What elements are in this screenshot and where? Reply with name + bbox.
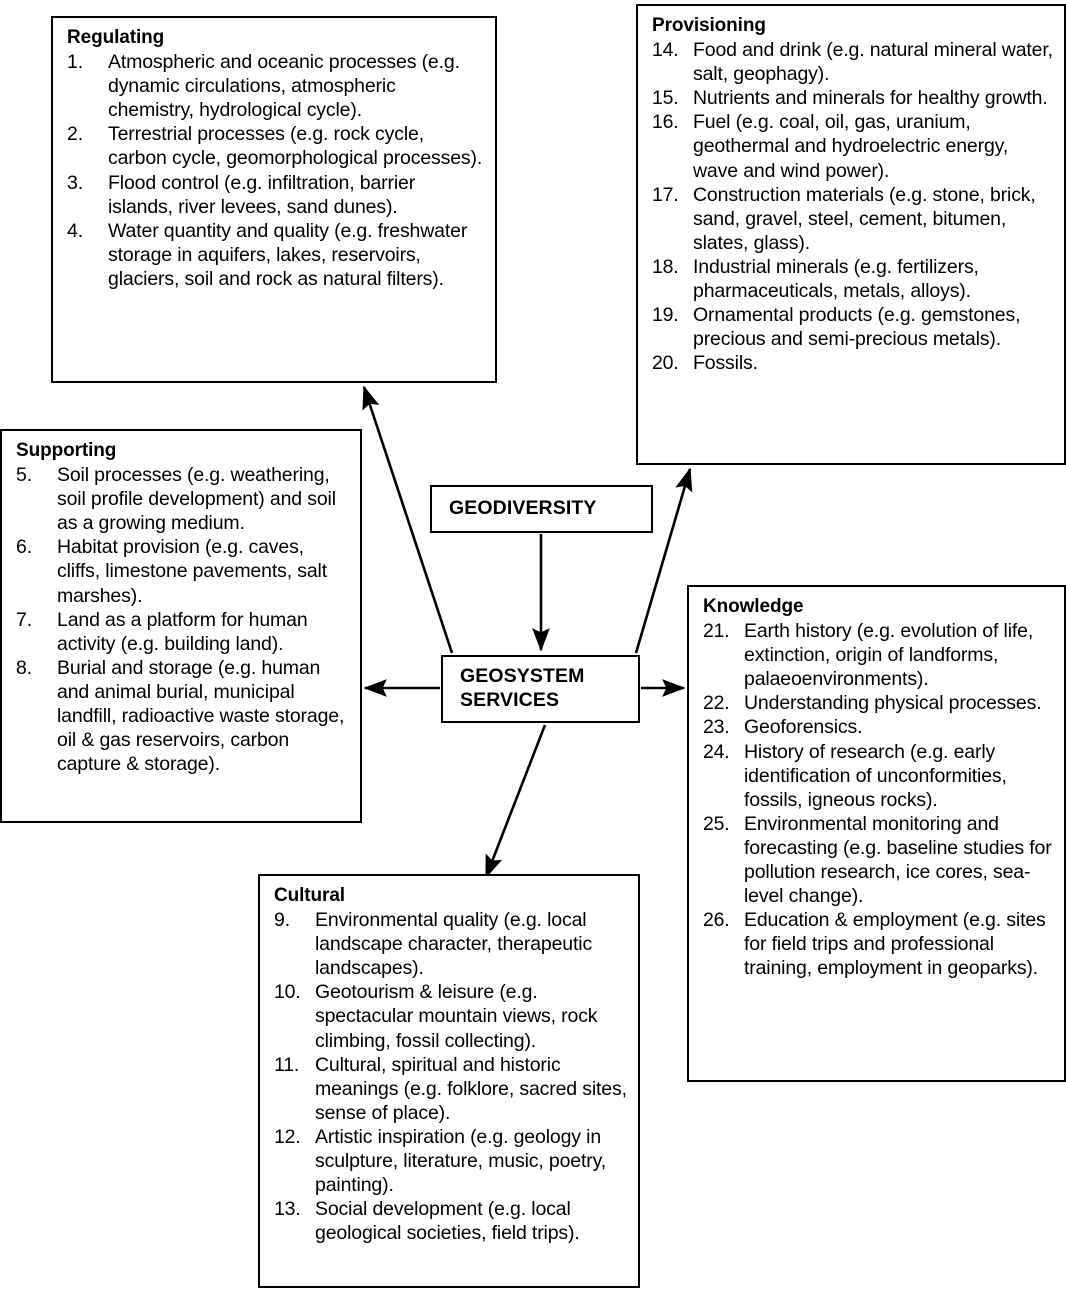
node-label-line-1: GEOSYSTEM	[460, 665, 585, 688]
item-number: 1.	[67, 51, 83, 74]
node-geodiversity	[430, 485, 653, 533]
list-item	[67, 219, 485, 291]
item-text: Construction materials (e.g. stone, brick, sand, gravel, steel, cement, bitumen, slates, glass).	[693, 183, 1036, 254]
node-label-line-2: SERVICES	[460, 689, 560, 711]
list-item	[703, 619, 1054, 691]
item-number: 12.	[274, 1125, 301, 1148]
item-number: 23.	[703, 716, 730, 739]
item-text: Habitat provision (e.g. caves, cliffs, limestone pavements, salt marshes).	[57, 536, 327, 607]
list-item	[652, 303, 1054, 351]
item-text: Geoforensics.	[744, 716, 863, 739]
item-number: 3.	[67, 171, 83, 194]
item-text: Ornamental products (e.g. gemstones, precious and semi-precious metals).	[693, 304, 1021, 351]
item-number: 13.	[274, 1198, 301, 1221]
item-list-regulating	[67, 50, 485, 291]
item-text: Understanding physical processes.	[744, 692, 1042, 715]
item-number: 7.	[16, 608, 32, 631]
item-number: 21.	[703, 620, 730, 643]
item-number: 18.	[652, 255, 679, 278]
list-item	[67, 171, 485, 219]
list-item	[703, 740, 1054, 812]
category-title-provisioning: Provisioning	[652, 15, 766, 36]
item-number: 14.	[652, 39, 679, 62]
item-text: Education & employment (e.g. sites for field trips and professional training, employment in geoparks).	[744, 909, 1046, 980]
item-number: 25.	[703, 812, 730, 835]
item-number: 20.	[652, 352, 679, 375]
item-text: Food and drink (e.g. natural mineral water, salt, geophagy).	[693, 39, 1053, 86]
item-number: 2.	[67, 123, 83, 146]
item-number: 26.	[703, 909, 730, 932]
item-text: Nutrients and minerals for healthy growth.	[693, 87, 1048, 110]
list-item	[652, 38, 1054, 86]
category-title-regulating: Regulating	[67, 27, 165, 48]
item-text: Burial and storage (e.g. human and animal burial, municipal landfill, radioactive waste storage, oil & gas reservoirs, carbon capture & storage).	[57, 656, 345, 776]
item-text: History of research (e.g. early identification of unconformities, fossils, igneous rocks).	[744, 740, 1007, 811]
category-title-supporting: Supporting	[16, 440, 117, 461]
item-text: Social development (e.g. local geological societies, field trips).	[315, 1198, 580, 1245]
item-text: Environmental monitoring and forecasting (e.g. baseline studies for pollution research, ice cores, sea-level change).	[744, 812, 1052, 908]
item-text: Environmental quality (e.g. local landscape character, therapeutic landscapes).	[315, 909, 593, 980]
item-list-knowledge	[703, 619, 1054, 980]
item-text: Flood control (e.g. infiltration, barrier islands, river levees, sand dunes).	[108, 171, 416, 218]
list-item	[16, 463, 350, 535]
item-text: Atmospheric and oceanic processes (e.g. dynamic circulations, atmospheric chemistry, hydrological cycle).	[108, 51, 460, 122]
list-item	[652, 351, 1054, 375]
list-item	[274, 1125, 628, 1197]
category-box-knowledge	[687, 585, 1066, 1082]
category-box-regulating	[51, 16, 497, 383]
item-text: Industrial minerals (e.g. fertilizers, pharmaceuticals, metals, alloys).	[693, 255, 979, 302]
item-number: 24.	[703, 740, 730, 763]
item-text: Cultural, spiritual and historic meanings (e.g. folklore, sacred sites, sense of place).	[315, 1053, 627, 1124]
item-text: Geotourism & leisure (e.g. spectacular mountain views, rock climbing, fossil collecting).	[315, 981, 598, 1052]
list-item	[274, 1197, 628, 1245]
item-text: Water quantity and quality (e.g. freshwater storage in aquifers, lakes, reservoirs, glaciers, soil and rock as natural filters).	[108, 219, 468, 290]
arrow-geosystem-to-cultural	[486, 725, 545, 877]
list-item	[703, 715, 1054, 739]
item-list-supporting	[16, 463, 350, 776]
item-text: Land as a platform for human activity (e.g. building land).	[57, 608, 308, 655]
list-item	[652, 110, 1054, 182]
item-number: 5.	[16, 464, 32, 487]
item-text: Soil processes (e.g. weathering, soil profile development) and soil as a growing medium.	[57, 464, 336, 535]
item-number: 6.	[16, 536, 32, 559]
list-item	[274, 980, 628, 1052]
item-list-cultural	[274, 908, 628, 1245]
item-number: 19.	[652, 304, 679, 327]
item-number: 11.	[274, 1053, 300, 1076]
item-number: 4.	[67, 219, 83, 242]
node-label-geosystem-services	[443, 665, 584, 713]
item-text: Terrestrial processes (e.g. rock cycle, carbon cycle, geomorphological processes).	[108, 123, 483, 170]
category-box-provisioning	[636, 4, 1066, 465]
item-number: 17.	[652, 183, 679, 206]
list-item	[703, 691, 1054, 715]
list-item	[274, 1053, 628, 1125]
category-box-cultural	[258, 874, 640, 1288]
item-text: Artistic inspiration (e.g. geology in sculpture, literature, music, poetry, painting).	[315, 1125, 607, 1197]
list-item	[274, 908, 628, 980]
item-number: 10.	[274, 981, 301, 1004]
category-box-supporting	[0, 429, 362, 823]
list-item	[67, 122, 485, 170]
item-number: 22.	[703, 692, 730, 715]
list-item	[652, 255, 1054, 303]
list-item	[16, 608, 350, 656]
item-number: 15.	[652, 87, 679, 110]
item-text: Earth history (e.g. evolution of life, extinction, origin of landforms, palaeoenvironments).	[744, 620, 1034, 691]
list-item	[67, 50, 485, 122]
item-text: Fossils.	[693, 352, 758, 375]
item-number: 9.	[274, 909, 290, 932]
list-item	[703, 908, 1054, 980]
list-item	[16, 535, 350, 607]
list-item	[703, 812, 1054, 908]
item-list-provisioning	[652, 38, 1054, 375]
item-number: 16.	[652, 111, 679, 134]
list-item	[652, 86, 1054, 110]
category-title-cultural: Cultural	[274, 885, 345, 906]
list-item	[652, 183, 1054, 255]
category-title-knowledge: Knowledge	[703, 596, 804, 617]
item-text: Fuel (e.g. coal, oil, gas, uranium, geothermal and hydroelectric energy, wave and wind power).	[693, 111, 1009, 182]
item-number: 8.	[16, 656, 32, 679]
node-geosystem-services	[441, 655, 640, 723]
list-item	[16, 656, 350, 776]
node-label-geodiversity: GEODIVERSITY	[449, 497, 597, 520]
